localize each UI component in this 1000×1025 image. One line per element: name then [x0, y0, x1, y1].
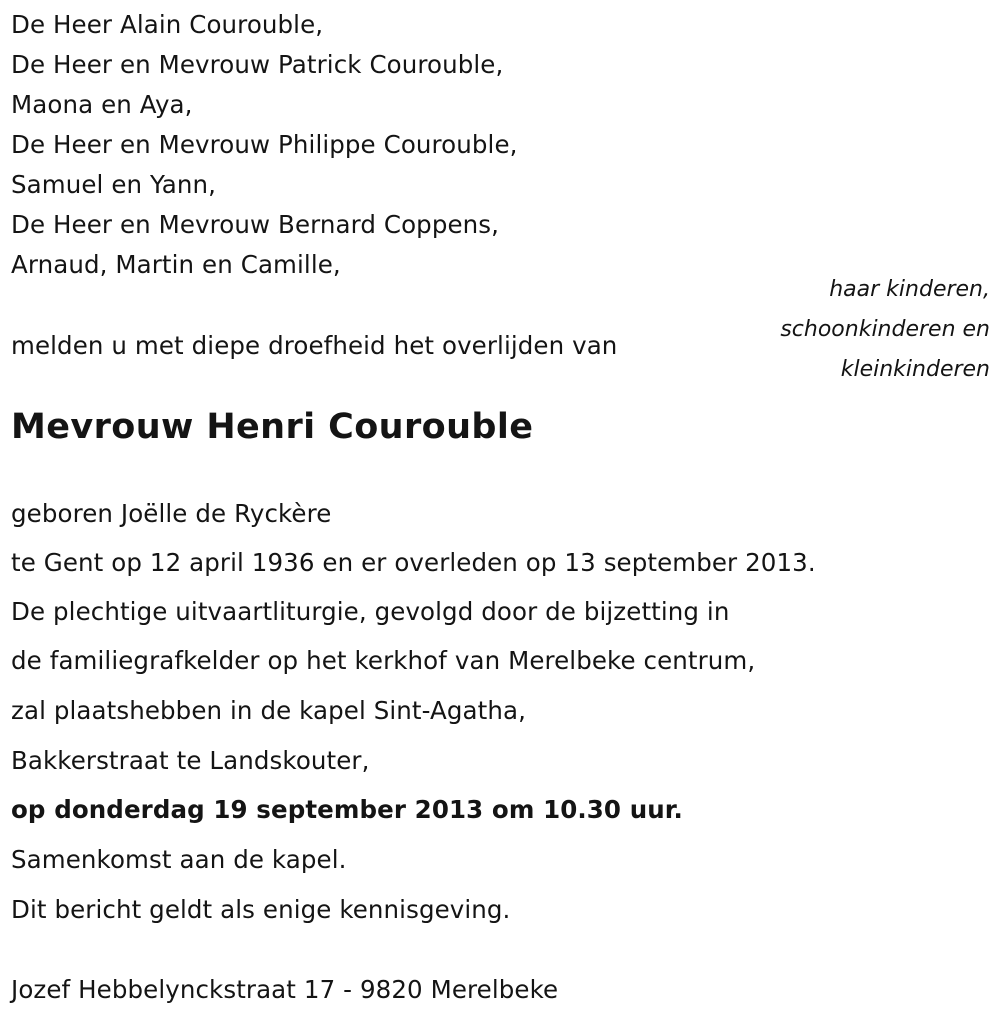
family-line: De Heer en Mevrouw Philippe Courouble, — [11, 130, 518, 159]
family-line: Samuel en Yann, — [11, 170, 216, 199]
family-line: Maona en Aya, — [11, 90, 193, 119]
address: Jozef Hebbelynckstraat 17 - 9820 Merelbeke — [11, 975, 559, 1004]
body-line: de familiegrafkelder op het kerkhof van Merelbeke centrum, — [11, 646, 756, 675]
family-line: Arnaud, Martin en Camille, — [11, 250, 341, 279]
body-line: De plechtige uitvaartliturgie, gevolgd door de bijzetting in — [11, 597, 730, 626]
family-line: De Heer Alain Courouble, — [11, 10, 324, 39]
relation-line: haar kinderen, — [829, 277, 990, 302]
ceremony-datetime: op donderdag 19 september 2013 om 10.30 uur. — [11, 795, 683, 824]
body-line: te Gent op 12 april 1936 en er overleden op 13 september 2013. — [11, 548, 816, 577]
relation-line: kleinkinderen — [840, 357, 990, 382]
body-line: Samenkomst aan de kapel. — [11, 845, 347, 874]
relation-line: schoonkinderen en — [780, 317, 990, 342]
family-line: De Heer en Mevrouw Patrick Courouble, — [11, 50, 504, 79]
body-line: Bakkerstraat te Landskouter, — [11, 746, 370, 775]
announcement-text: melden u met diepe droefheid het overlijden van — [11, 331, 618, 360]
family-line: De Heer en Mevrouw Bernard Coppens, — [11, 210, 500, 239]
body-line: geboren Joëlle de Ryckère — [11, 499, 332, 528]
body-line: zal plaatshebben in de kapel Sint-Agatha, — [11, 696, 526, 725]
body-line: Dit bericht geldt als enige kennisgeving. — [11, 895, 511, 924]
deceased-name: Mevrouw Henri Courouble — [11, 407, 534, 447]
